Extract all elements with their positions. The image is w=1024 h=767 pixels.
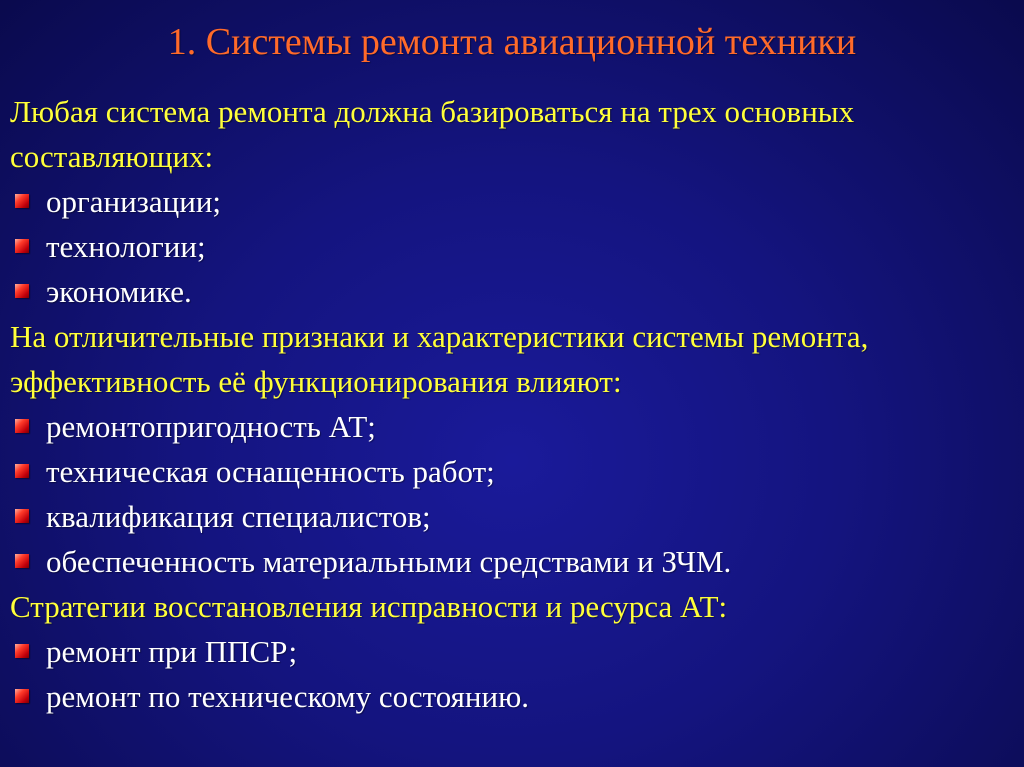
red-square-bullet-icon bbox=[15, 419, 29, 433]
red-square-bullet-icon bbox=[15, 554, 29, 568]
list-item-text: экономике. bbox=[46, 274, 192, 309]
red-square-bullet-icon bbox=[15, 284, 29, 298]
list-item bbox=[10, 179, 1010, 224]
section-3-intro: Стратегии восстановления исправности и ресурса АТ: bbox=[10, 589, 728, 624]
slide-content bbox=[10, 89, 1010, 719]
list-item-text: ремонтопригодность АТ; bbox=[46, 409, 376, 444]
red-square-bullet-icon bbox=[15, 194, 29, 208]
list-item-text: организации; bbox=[46, 184, 222, 219]
red-square-bullet-icon bbox=[15, 644, 29, 658]
list-item-text: обеспеченность материальными средствами и ЗЧМ. bbox=[46, 544, 732, 579]
list-item bbox=[10, 224, 1010, 269]
red-square-bullet-icon bbox=[15, 509, 29, 523]
list-item bbox=[10, 494, 1010, 539]
list-item bbox=[10, 449, 1010, 494]
list-item bbox=[10, 674, 1010, 719]
red-square-bullet-icon bbox=[15, 464, 29, 478]
list-item bbox=[10, 539, 1010, 584]
list-item bbox=[10, 269, 1010, 314]
list-item bbox=[10, 404, 1010, 449]
list-item-text: ремонт при ППСР; bbox=[46, 634, 298, 669]
list-item-text: квалификация специалистов; bbox=[46, 499, 431, 534]
list-item-text: технологии; bbox=[46, 229, 206, 264]
section-2-intro: На отличительные признаки и характеристики системы ремонта, эффективность её функционирования влияют: bbox=[10, 319, 869, 399]
red-square-bullet-icon bbox=[15, 239, 29, 253]
list-item-text: ремонт по техническому состоянию. bbox=[46, 679, 530, 714]
red-square-bullet-icon bbox=[15, 689, 29, 703]
slide-title: 1. Системы ремонта авиационной техники bbox=[167, 21, 857, 63]
list-item bbox=[10, 629, 1010, 674]
list-item-text: техническая оснащенность работ; bbox=[46, 454, 495, 489]
section-1-intro: Любая система ремонта должна базироваться на трех основных составляющих: bbox=[10, 94, 855, 174]
